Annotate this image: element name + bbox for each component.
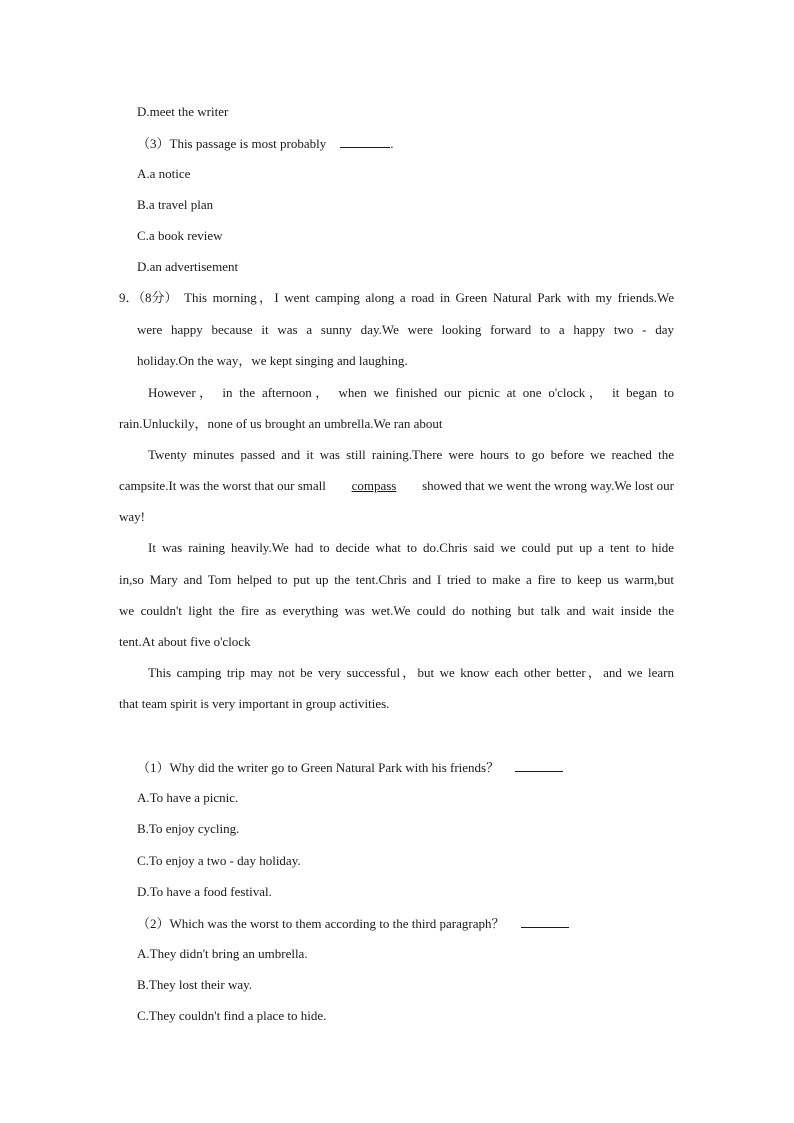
q8-sub3-stem <box>137 135 393 151</box>
q9-p2-line1: However， in the afternoon， when we finished our picnic at one o'clock， it began to <box>148 385 674 400</box>
q9-p3-line2-b: showed that we went the wrong way.We lost our <box>422 478 674 493</box>
q9-p5-line1: This camping trip may not be very successful，but we know each other better，and we learn <box>148 665 674 680</box>
q9-p1-line1: This morning，I went camping along a road in Green Natural Park with my friends.We <box>184 290 674 305</box>
q8-sub3-option-c: C.a book review <box>137 228 223 243</box>
question-score: （8分） <box>138 290 178 305</box>
q9-sub1-option-b: B.To enjoy cycling. <box>137 821 240 836</box>
q9-p3-line2 <box>119 478 674 494</box>
q9-sub1-stem-text: （1）Why did the writer go to Green Natural Park with his friends？ <box>137 760 500 775</box>
q8-sub3-option-a: A.a notice <box>137 166 191 181</box>
answer-blank[interactable] <box>515 759 563 772</box>
q9-sub1-stem <box>137 759 563 775</box>
q9-sub2-option-a: A.They didn't bring an umbrella. <box>137 946 308 961</box>
q9-sub2-stem <box>137 915 569 931</box>
q9-p3-line3: way! <box>119 509 145 524</box>
q9-sub1-option-a: A.To have a picnic. <box>137 790 239 805</box>
q9-p4-line4: tent.At about five o'clock <box>119 634 251 649</box>
q9-p1-line2: were happy because it was a sunny day.We were looking forward to a happy two - day <box>137 322 674 337</box>
answer-blank[interactable] <box>521 915 569 928</box>
q9-sub2-option-c: C.They couldn't find a place to hide. <box>137 1008 327 1023</box>
q9-sub1-option-d: D.To have a food festival. <box>137 884 272 899</box>
q8-sub3-option-b: B.a travel plan <box>137 197 214 212</box>
q9-p1-line3: holiday.On the way，we kept singing and laughing. <box>137 353 408 368</box>
q9-p3-line2-a: campsite.It was the worst that our small <box>119 478 326 493</box>
q9-number <box>119 290 178 306</box>
q9-p4-line3: we couldn't light the fire as everything was wet.We could do nothing but talk and wait inside the <box>119 603 674 618</box>
q9-p2-line2: rain.Unluckily，none of us brought an umbrella.We ran about <box>119 416 443 431</box>
q8-sub3-stem-text: （3）This passage is most probably <box>137 136 327 151</box>
q9-sub2-stem-text: （2）Which was the worst to them according to the third paragraph？ <box>137 916 505 931</box>
underlined-word: compass <box>351 478 397 493</box>
q8-option-d: D.meet the writer <box>137 104 229 119</box>
q9-sub2-option-b: B.They lost their way. <box>137 977 253 992</box>
question-number: 9． <box>119 290 139 305</box>
answer-blank[interactable] <box>340 135 390 148</box>
q9-sub1-option-c: C.To enjoy a two - day holiday. <box>137 853 301 868</box>
q8-sub3-option-d: D.an advertisement <box>137 259 239 274</box>
q9-p4-line1: It was raining heavily.We had to decide what to do.Chris said we could put up a tent to hide <box>148 540 674 555</box>
q9-p4-line2: in,so Mary and Tom helped to put up the tent.Chris and I tried to make a fire to keep us warm,but <box>119 572 674 587</box>
q9-p5-line2: that team spirit is very important in group activities. <box>119 696 390 711</box>
q9-p3-line1: Twenty minutes passed and it was still raining.There were hours to go before we reached the <box>148 447 674 462</box>
q8-sub3-stem-end: . <box>390 136 394 151</box>
